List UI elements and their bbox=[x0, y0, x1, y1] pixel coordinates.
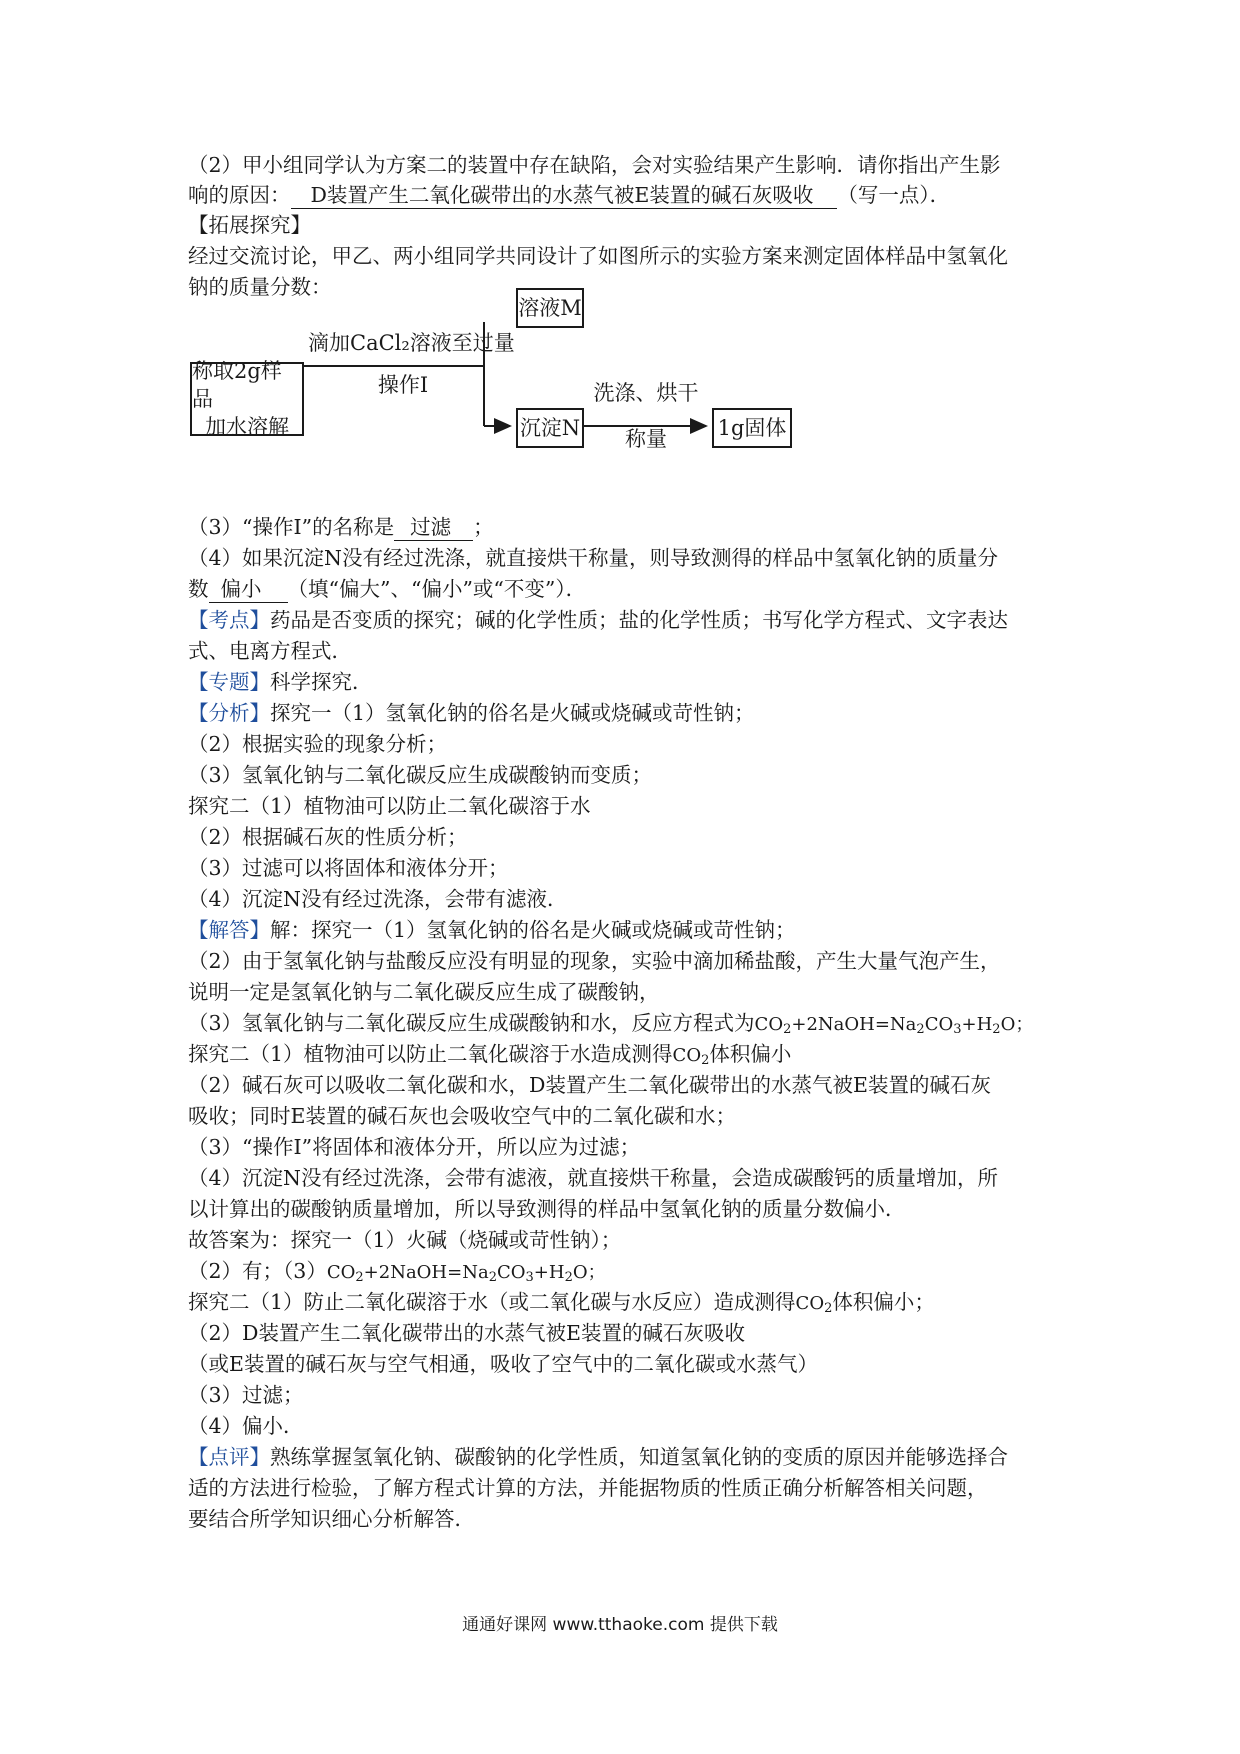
dianping-tag: 【点评】 bbox=[188, 1445, 270, 1469]
answer-blank: D装置产生二氧化碳带出的水蒸气被E装置的碱石灰吸收 bbox=[291, 182, 838, 209]
chemical-equation: $CO_2+2NaOH=Na_2CO_3+H_2O$； bbox=[326, 1262, 606, 1285]
answer-summary-text: （2）有；（3） bbox=[188, 1259, 327, 1283]
dianping-line: 适的方法进行检验，了解方程式计算的方法，并能据物质的性质正确分析解答相关问题， bbox=[188, 1476, 988, 1500]
section-heading-extension: 【拓展探究】 bbox=[188, 213, 311, 237]
step2-sublabel: 称量 bbox=[625, 427, 667, 451]
experiment-flow-diagram bbox=[186, 296, 886, 512]
jieda-line-1 bbox=[188, 913, 1068, 947]
answer-summary-line: （或E装置的碱石灰与空气相通，吸收了空气中的二氧化碳或水蒸气） bbox=[188, 1352, 818, 1376]
question-2-line-2 bbox=[188, 178, 1068, 212]
fenxi-line: （4）沉淀N没有经过洗涤，会带有滤液． bbox=[188, 887, 568, 911]
fenxi-line: （2）根据实验的现象分析； bbox=[188, 732, 448, 756]
solution-label: 溶液M bbox=[518, 296, 582, 320]
fenxi-line: 探究二（1）植物油可以防止二氧化碳溶于水 bbox=[188, 794, 591, 818]
zhuanti-text: 科学探究． bbox=[270, 670, 373, 694]
jieda-line: （2）碱石灰可以吸收二氧化碳和水，D装置产生二氧化碳带出的水蒸气被E装置的碱石灰 bbox=[188, 1073, 991, 1097]
dianping-line: 要结合所学知识细心分析解答． bbox=[188, 1507, 475, 1531]
fenxi-tag: 【分析】 bbox=[188, 701, 270, 725]
start-box-line-1: 称取2g样品 bbox=[192, 359, 282, 411]
jieda-text: （3）氢氧化钠与二氧化碳反应生成碳酸钠和水，反应方程式为 bbox=[188, 1011, 755, 1035]
zhuanti-tag: 【专题】 bbox=[188, 670, 270, 694]
question-2-line-1: （2）甲小组同学认为方案二的装置中存在缺陷，会对实验结果产生影响．请你指出产生影 bbox=[188, 153, 1001, 177]
answer-summary-line: （4）偏小． bbox=[188, 1414, 304, 1438]
precipitate-label: 沉淀N bbox=[519, 416, 581, 440]
question-4-line-1: （4）如果沉淀N没有经过洗涤，就直接烘干称量，则导致测得的样品中氢氧化钠的质量分 bbox=[188, 546, 998, 570]
precipitate-box bbox=[516, 408, 584, 448]
fenxi-line: （3）过滤可以将固体和液体分开； bbox=[188, 856, 509, 880]
jieda-line: （2）由于氢氧化钠与盐酸反应没有明显的现象，实验中滴加稀盐酸，产生大量气泡产生， bbox=[188, 949, 1001, 973]
chemical-formula: $CO_2$ bbox=[795, 1293, 833, 1316]
start-box-line-2: 加水溶解 bbox=[205, 415, 289, 439]
chemical-formula: $CO_2$ bbox=[672, 1045, 710, 1068]
answer-summary-line: （3）过滤； bbox=[188, 1383, 304, 1407]
step1-sublabel: 操作Ⅰ bbox=[377, 373, 429, 397]
jieda-line: （4）沉淀N没有经过洗涤，会带有滤液，就直接烘干称量，会造成碳酸钙的质量增加，所 bbox=[188, 1166, 998, 1190]
fenxi-line-1 bbox=[188, 696, 1068, 730]
answer-blank: 偏小 bbox=[209, 576, 288, 603]
step2-label: 洗涤、烘干 bbox=[593, 381, 699, 405]
jieda-tag: 【解答】 bbox=[188, 918, 270, 942]
jieda-line: 以计算出的碳酸钠质量增加，所以导致测得的样品中氢氧化钠的质量分数偏小． bbox=[188, 1197, 906, 1221]
kaodian-line-1 bbox=[188, 603, 1068, 637]
fenxi-line: （2）根据碱石灰的性质分析； bbox=[188, 825, 468, 849]
paragraph-line: 钠的质量分数： bbox=[188, 275, 332, 299]
result-label: 1g固体 bbox=[717, 416, 787, 440]
dianping-line-1 bbox=[188, 1440, 1068, 1474]
jieda-line: 说明一定是氢氧化钠与二氧化碳反应生成了碳酸钠， bbox=[188, 980, 660, 1004]
answer-summary-line: 故答案为：探究一（1）火碱（烧碱或苛性钠）； bbox=[188, 1228, 622, 1252]
question-4-prefix: 数 bbox=[188, 577, 209, 601]
answer-suffix: （写一点）． bbox=[837, 183, 951, 207]
jieda-line: 吸收；同时E装置的碱石灰也会吸收空气中的二氧化碳和水； bbox=[188, 1104, 736, 1128]
zhuanti-line bbox=[188, 665, 1068, 699]
question-4-line-2 bbox=[188, 572, 1068, 606]
fenxi-line: （3）氢氧化钠与二氧化碳反应生成碳酸钠而变质； bbox=[188, 763, 653, 787]
answer-summary-text: 探究二（1）防止二氧化碳溶于水（或二氧化碳与水反应）造成测得 bbox=[188, 1290, 796, 1314]
answer-blank: 过滤 bbox=[394, 514, 473, 541]
question-4-suffix: （填“偏大”、“偏小”或“不变”）． bbox=[287, 577, 587, 601]
fenxi-text: 探究一（1）氢氧化钠的俗名是火碱或烧碱或苛性钠； bbox=[270, 701, 755, 725]
paragraph-line: 经过交流讨论，甲乙、两小组同学共同设计了如图所示的实验方案来测定固体样品中氢氧化 bbox=[188, 244, 1008, 268]
answer-summary-line: （2）D装置产生二氧化碳带出的水蒸气被E装置的碱石灰吸收 bbox=[188, 1321, 745, 1345]
dianping-text: 熟练掌握氢氧化钠、碳酸钠的化学性质，知道氢氧化钠的变质的原因并能够选择合 bbox=[270, 1445, 1008, 1469]
kaodian-tag: 【考点】 bbox=[188, 608, 270, 632]
jieda-text: 体积偏小 bbox=[709, 1042, 792, 1066]
jieda-text: 探究二（1）植物油可以防止二氧化碳溶于水造成测得 bbox=[188, 1042, 673, 1066]
page-footer: 通通好课网 www.tthaoke.com 提供下载 bbox=[462, 1615, 778, 1635]
start-box bbox=[190, 359, 304, 439]
solution-box bbox=[516, 288, 584, 328]
result-box bbox=[712, 408, 792, 448]
chemical-equation: $CO_2+2NaOH=Na_2CO_3+H_2O$； bbox=[754, 1014, 1034, 1037]
kaodian-text: 药品是否变质的探究；碱的化学性质；盐的化学性质；书写化学方程式、文字表达 bbox=[270, 608, 1008, 632]
answer-prefix: 响的原因： bbox=[188, 183, 291, 207]
question-3 bbox=[188, 510, 1068, 544]
kaodian-line-2: 式、电离方程式． bbox=[188, 639, 352, 663]
step1-label: 滴加CaCl₂溶液至过量 bbox=[308, 331, 515, 355]
answer-summary-text: 体积偏小； bbox=[832, 1290, 935, 1314]
question-3-suffix: ； bbox=[473, 515, 494, 539]
jieda-text: 解：探究一（1）氢氧化钠的俗名是火碱或烧碱或苛性钠； bbox=[270, 918, 796, 942]
question-3-text: （3）“操作Ⅰ”的名称是 bbox=[188, 515, 395, 539]
jieda-line: （3）“操作Ⅰ”将固体和液体分开，所以应为过滤； bbox=[188, 1135, 641, 1159]
